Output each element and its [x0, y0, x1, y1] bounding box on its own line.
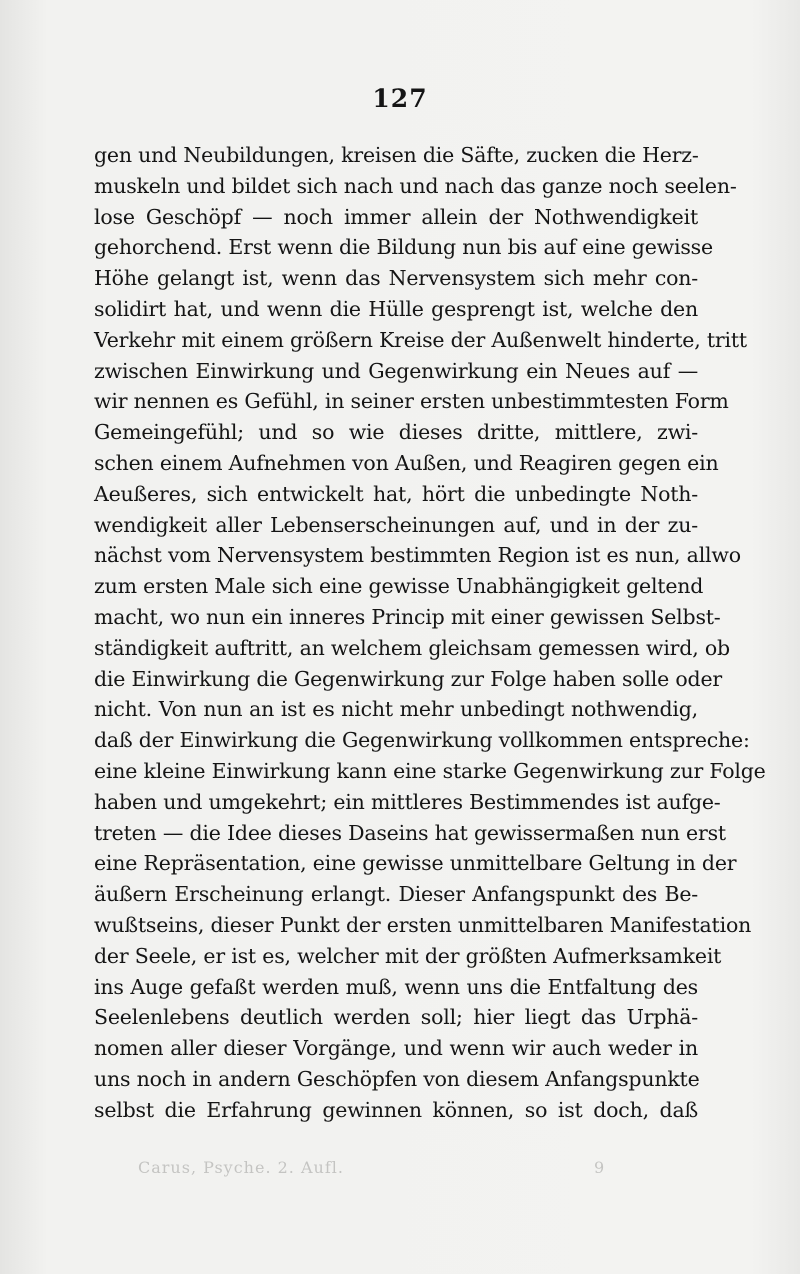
sheet-number: 9	[594, 1158, 605, 1177]
text-line: die Einwirkung die Gegenwirkung zur Folge haben solle oder	[94, 666, 722, 691]
text-line: haben und umgekehrt; ein mittleres Bestimmendes ist aufge-	[94, 789, 721, 814]
text-line: Aeußeres, sich entwickelt hat, hört die unbedingte Noth-	[94, 481, 698, 506]
body-text	[94, 140, 766, 1126]
text-line: äußern Erscheinung erlangt. Dieser Anfangspunkt des Be-	[94, 882, 698, 907]
text-line: Seelenlebens deutlich werden soll; hier liegt das Urphä-	[94, 1005, 698, 1030]
text-line: wir nennen es Gefühl, in seiner ersten unbestimmtesten Form	[94, 389, 729, 414]
text-line: eine Repräsentation, eine gewisse unmittelbare Geltung in der	[94, 851, 737, 876]
text-line: solidirt hat, und wenn die Hülle gesprengt ist, welche den	[94, 296, 698, 321]
text-line: selbst die Erfahrung gewinnen können, so ist doch, daß	[94, 1097, 698, 1122]
signature-line: Carus, Psyche. 2. Aufl.	[138, 1158, 344, 1177]
text-line: treten — die Idee dieses Daseins hat gewissermaßen nun erst	[94, 820, 726, 845]
text-line: ins Auge gefaßt werden muß, wenn uns die Entfaltung des	[94, 974, 698, 999]
text-line: gen und Neubildungen, kreisen die Säfte, zucken die Herz-	[94, 143, 699, 167]
text-line: eine kleine Einwirkung kann eine starke Gegenwirkung zur Folge	[94, 758, 766, 783]
page-number: 127	[372, 84, 428, 113]
text-line: Gemeingefühl; und so wie dieses dritte, mittlere, zwi-	[94, 420, 698, 445]
text-line: der Seele, er ist es, welcher mit der größten Aufmerksamkeit	[94, 943, 722, 968]
text-line: muskeln und bildet sich nach und nach das ganze noch seelen-	[94, 173, 737, 198]
text-line: schen einem Aufnehmen von Außen, und Reagiren gegen ein	[94, 450, 719, 475]
text-line: daß der Einwirkung die Gegenwirkung vollkommen entspreche:	[94, 728, 750, 753]
text-line: wußtseins, dieser Punkt der ersten unmittelbaren Manifestation	[94, 912, 752, 937]
text-line: gehorchend. Erst wenn die Bildung nun bis auf eine gewisse	[94, 235, 713, 260]
text-line: lose Geschöpf — noch immer allein der Nothwendigkeit	[94, 204, 698, 229]
text-line: macht, wo nun ein inneres Princip mit einer gewissen Selbst-	[94, 604, 721, 629]
text-line: Höhe gelangt ist, wenn das Nervensystem sich mehr con-	[94, 266, 698, 291]
text-line: nomen aller dieser Vorgänge, und wenn wir auch weder in	[94, 1036, 698, 1061]
text-line: Verkehr mit einem größern Kreise der Außenwelt hinderte, tritt	[94, 327, 747, 352]
text-line: wendigkeit aller Lebenserscheinungen auf, und in der zu-	[94, 512, 698, 537]
text-line: uns noch in andern Geschöpfen von diesem Anfangspunkte	[94, 1066, 700, 1091]
text-line: zwischen Einwirkung und Gegenwirkung ein Neues auf —	[94, 358, 698, 383]
text-line: nächst vom Nervensystem bestimmten Region ist es nun, allwo	[94, 543, 741, 568]
text-line: ständigkeit auftritt, an welchem gleichsam gemessen wird, ob	[94, 635, 730, 660]
text-line: zum ersten Male sich eine gewisse Unabhängigkeit geltend	[94, 574, 704, 599]
text-line: nicht. Von nun an ist es nicht mehr unbedingt nothwendig,	[94, 697, 698, 722]
